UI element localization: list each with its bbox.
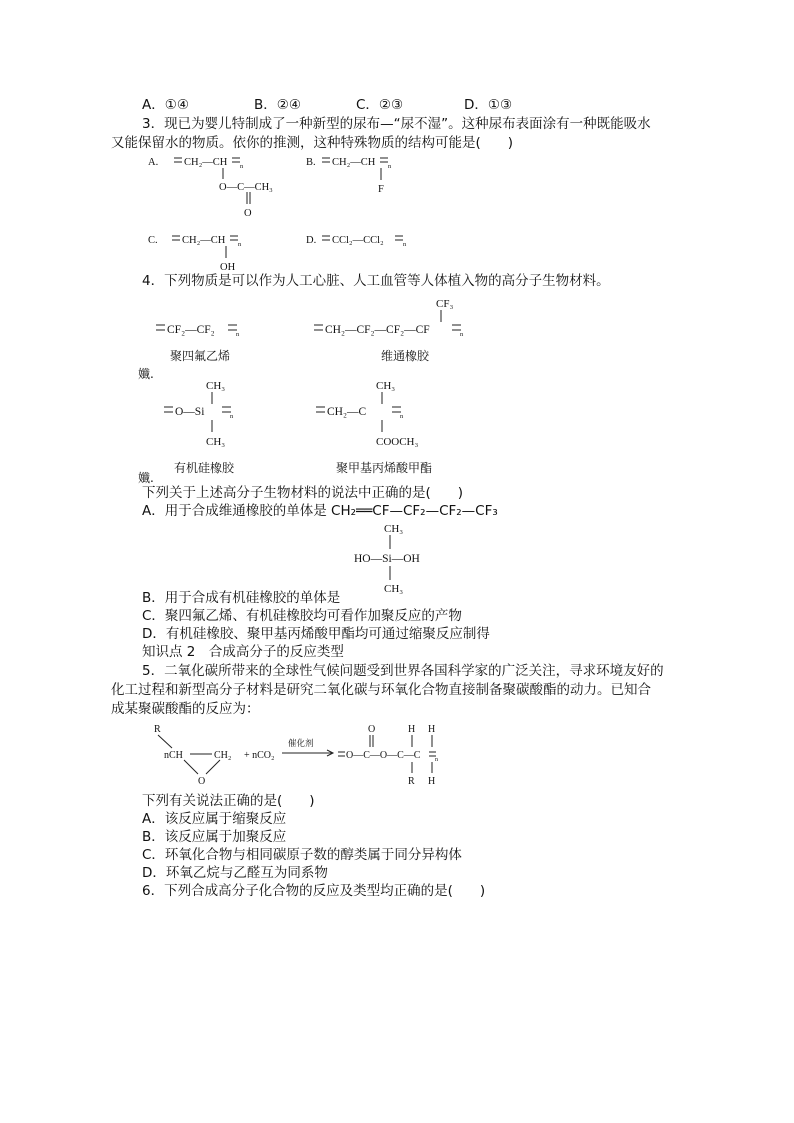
q3-stem-line2: 又能保留水的物质。依你的推测，这种特殊物质的结构可能是( )	[111, 135, 514, 151]
q3-c-letter: C.	[148, 235, 158, 246]
q4-option-d: D．有机硅橡胶、聚甲基丙烯酸甲酯均可通过缩聚反应制得	[142, 626, 490, 642]
q3-structures	[140, 150, 460, 276]
q3-d-letter: D.	[306, 235, 317, 246]
q3-a-main: CH₂—CH	[184, 157, 228, 168]
q4-silanediol-monomer	[346, 518, 446, 598]
viton-formula: CH₂—CF₂—CF₂—CF	[325, 324, 430, 336]
q5-reaction-scheme	[146, 720, 466, 786]
q5-option-b: B．该反应属于加聚反应	[142, 829, 287, 845]
q4-option-c: C．聚四氟乙烯、有机硅橡胶均可看作加聚反应的产物	[142, 608, 462, 624]
product-chain: O—C—O—C—C	[346, 750, 421, 761]
product-carbonyl-o: O	[368, 724, 376, 735]
q3-a-n: n	[240, 163, 244, 170]
q3-a-letter: A.	[148, 157, 159, 168]
q4-option-b: B．用于合成有机硅橡胶的单体是	[142, 590, 341, 606]
epoxide-r: R	[154, 724, 161, 735]
knowledge-point-2: 知识点 2 合成高分子的反应类型	[142, 644, 344, 660]
q2-option-b: B．②④	[254, 97, 301, 113]
q3-d-main: CCl₂—CCl₂	[332, 235, 384, 246]
monomer-bottom: CH₃	[384, 583, 404, 595]
q3-b-n: n	[388, 163, 392, 170]
q2-option-a: A．①④	[142, 97, 189, 113]
q5-question: 下列有关说法正确的是( )	[142, 793, 315, 809]
pmma-bottom: COOCH₃	[376, 436, 419, 448]
monomer-top: CH₃	[384, 523, 404, 535]
stray-mark-2: 孅.	[138, 471, 154, 484]
product-h2: H	[428, 724, 436, 735]
q3-c-sub: OH	[220, 262, 236, 273]
silicone-formula: O—Si	[175, 406, 205, 418]
q3-d-n: n	[403, 241, 407, 248]
epoxide-ch2: CH₂	[214, 750, 232, 761]
co2-term: + nCO₂	[244, 750, 275, 761]
q2-options	[142, 96, 562, 114]
product-h1: H	[408, 724, 416, 735]
q4-question: 下列关于上述高分子生物材料的说法中正确的是( )	[142, 485, 464, 501]
q2-option-c: C．②③	[356, 97, 404, 113]
catalyst-label: 催化剂	[288, 739, 314, 749]
viton-name: 维通橡胶	[381, 349, 430, 363]
q3-b-main: CH₂—CH	[332, 157, 376, 168]
pmma-name: 聚甲基丙烯酸甲酯	[336, 461, 433, 475]
monomer-mid: HO—Si—OH	[354, 553, 420, 565]
ptfe-formula: CF₂—CF₂	[167, 324, 215, 336]
silicone-top: CH₃	[206, 380, 226, 392]
q3-a-carbonyl: O	[244, 208, 252, 219]
q5-stem-line2: 化工过程和新型高分子材料是研究二氧化碳与环氧化合物直接制备聚碳酸酯的动力。已知合	[111, 682, 651, 698]
epoxide-nch: nCH	[164, 750, 183, 761]
q4-option-a: A．用于合成维通橡胶的单体是 CH₂══CF—CF₂—CF₂—CF₃	[142, 503, 498, 519]
stray-mark-1: 孅.	[138, 367, 154, 381]
epoxide-o: O	[198, 776, 206, 786]
q3-stem-line1: 3．现已为婴儿特制成了一种新型的尿布—“尿不湿”。这种尿布表面涂有一种既能吸水	[142, 116, 651, 132]
q5-option-c: C．环氧化合物与相同碳原子数的醇类属于同分异构体	[142, 847, 462, 863]
product-h3: H	[428, 776, 436, 786]
ptfe-name: 聚四氟乙烯	[170, 349, 231, 363]
svg-text:n: n	[236, 331, 240, 338]
q4-stem: 4．下列物质是可以作为人工心脏、人工血管等人体植入物的高分子生物材料。	[142, 273, 610, 289]
svg-text:n: n	[400, 413, 404, 420]
viton-cf3: CF₃	[436, 298, 454, 310]
q4-polymer-structures	[136, 292, 476, 484]
svg-text:n: n	[230, 413, 234, 420]
q3-a-sub: O—C—CH₃	[219, 182, 273, 193]
q2-option-d: D．①③	[464, 97, 513, 113]
q5-stem-line3: 成某聚碳酸酯的反应为：	[111, 701, 260, 717]
product-n: n	[435, 757, 438, 763]
product-r: R	[408, 776, 415, 786]
q3-c-n: n	[238, 241, 242, 248]
q3-b-sub: F	[378, 184, 384, 195]
q5-option-d: D．环氧乙烷与乙醛互为同系物	[142, 865, 328, 881]
q5-option-a: A．该反应属于缩聚反应	[142, 811, 287, 827]
pmma-formula: CH₂—C	[327, 406, 367, 418]
q3-c-main: CH₂—CH	[182, 235, 226, 246]
silicone-bottom: CH₃	[206, 436, 226, 448]
silicone-name: 有机硅橡胶	[174, 461, 235, 475]
q5-stem-line1: 5．二氧化碳所带来的全球性气候问题受到世界各国科学家的广泛关注，寻求环境友好的	[142, 663, 664, 679]
q6-stem: 6．下列合成高分子化合物的反应及类型均正确的是( )	[142, 883, 486, 899]
q3-b-letter: B.	[306, 157, 316, 168]
svg-text:n: n	[460, 331, 464, 338]
pmma-top: CH₃	[376, 380, 396, 392]
